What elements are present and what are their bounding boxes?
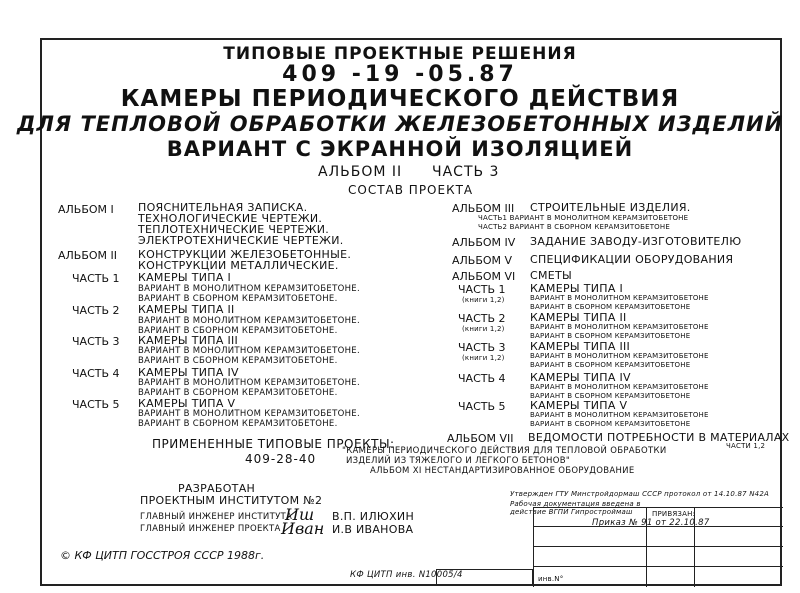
- stamp-rule: [694, 508, 695, 587]
- applied-project-desc: "КАМЕРЫ ПЕРИОДИЧЕСКОГО ДЕЙСТВИЯ ДЛЯ ТЕПЛОВОЙ ОБРАБОТКИ: [342, 446, 667, 456]
- right-part-variant: ВАРИАНТ В МОНОЛИТНОМ КЕРАМЗИТОБЕТОНЕ: [530, 352, 709, 360]
- title-line-1: ТИПОВЫЕ ПРОЕКТНЫЕ РЕШЕНИЯ: [223, 44, 577, 64]
- album-7-label: АЛЬБОМ VII: [447, 432, 514, 445]
- album-5-title: СПЕЦИФИКАЦИИ ОБОРУДОВАНИЯ: [530, 253, 734, 266]
- chief-engineer-name: В.П. ИЛЮХИН: [332, 510, 415, 523]
- stamp-rule: [646, 508, 647, 587]
- album-3-part: ЧАСТЬ1 ВАРИАНТ В МОНОЛИТНОМ КЕРАМЗИТОБЕТОНЕ: [478, 214, 689, 222]
- signature-1: Иш: [285, 505, 315, 524]
- tied-label: ПРИВЯЗАН:: [652, 510, 696, 518]
- left-part-label: ЧАСТЬ 5: [72, 398, 120, 411]
- left-part-variant: ВАРИАНТ В МОНОЛИТНОМ КЕРАМЗИТОБЕТОНЕ.: [138, 284, 360, 294]
- album-number: АЛЬБОМ II: [318, 164, 403, 180]
- right-part-label: ЧАСТЬ 4: [458, 372, 506, 385]
- right-part-variant: ВАРИАНТ В СБОРНОМ КЕРАМЗИТОБЕТОНЕ: [530, 392, 691, 400]
- right-part-title: КАМЕРЫ ТИПА III: [530, 340, 631, 353]
- left-part-title: КАМЕРЫ ТИПА I: [138, 271, 231, 284]
- project-engineer-name: И.В ИВАНОВА: [332, 523, 414, 536]
- right-part-variant: ВАРИАНТ В СБОРНОМ КЕРАМЗИТОБЕТОНЕ: [530, 332, 691, 340]
- left-part-variant: ВАРИАНТ В СБОРНОМ КЕРАМЗИТОБЕТОНЕ.: [138, 388, 338, 398]
- right-part-label: ЧАСТЬ 2: [458, 312, 506, 325]
- album-6-title: СМЕТЫ: [530, 269, 573, 282]
- left-part-title: КАМЕРЫ ТИПА II: [138, 303, 235, 316]
- right-part-title: КАМЕРЫ ТИПА V: [530, 399, 628, 412]
- album-4-title: ЗАДАНИЕ ЗАВОДУ-ИЗГОТОВИТЕЛЮ: [530, 235, 742, 248]
- left-part-label: ЧАСТЬ 1: [72, 272, 120, 285]
- right-part-title: КАМЕРЫ ТИПА IV: [530, 371, 631, 384]
- left-part-variant: ВАРИАНТ В МОНОЛИТНОМ КЕРАМЗИТОБЕТОНЕ.: [138, 378, 360, 388]
- chief-engineer-label: ГЛАВНЫЙ ИНЖЕНЕР ИНСТИТУТА: [140, 512, 293, 522]
- left-part-variant: ВАРИАНТ В МОНОЛИТНОМ КЕРАМЗИТОБЕТОНЕ.: [138, 409, 360, 419]
- album-3-label: АЛЬБОМ III: [452, 202, 515, 215]
- left-part-title: КАМЕРЫ ТИПА III: [138, 334, 239, 347]
- right-part-books: (книги 1,2): [462, 296, 505, 304]
- album-2-label: АЛЬБОМ II: [58, 249, 118, 262]
- album-7-parts: ЧАСТИ 1,2: [726, 442, 766, 450]
- developer-institute: ПРОЕКТНЫМ ИНСТИТУТОМ №2: [140, 494, 323, 507]
- album-5-label: АЛЬБОМ V: [452, 254, 513, 267]
- album-7-title: ВЕДОМОСТИ ПОТРЕБНОСТИ В МАТЕРИАЛАХ: [528, 431, 790, 444]
- applied-projects-heading: ПРИМЕНЕННЫЕ ТИПОВЫЕ ПРОЕКТЫ:: [152, 437, 395, 451]
- right-part-title: КАМЕРЫ ТИПА I: [530, 282, 623, 295]
- title-line-3: КАМЕРЫ ПЕРИОДИЧЕСКОГО ДЕЙСТВИЯ: [120, 86, 680, 112]
- developed-by-label: РАЗРАБОТАН: [178, 482, 256, 495]
- album-1-line: ТЕХНОЛОГИЧЕСКИЕ ЧЕРТЕЖИ.: [138, 212, 323, 225]
- left-part-variant: ВАРИАНТ В МОНОЛИТНОМ КЕРАМЗИТОБЕТОНЕ.: [138, 316, 360, 326]
- stamp-grid: [533, 507, 783, 587]
- approval-order: Приказ № 91 от 22.10.87: [592, 518, 710, 528]
- signature-2: Иван: [281, 519, 325, 538]
- right-part-variant: ВАРИАНТ В СБОРНОМ КЕРАМЗИТОБЕТОНЕ: [530, 361, 691, 369]
- applied-project-number: 409-28-40: [245, 452, 317, 466]
- left-part-variant: ВАРИАНТ В СБОРНОМ КЕРАМЗИТОБЕТОНЕ.: [138, 294, 338, 304]
- project-number: 409 -19 -05.87: [282, 62, 518, 87]
- album-4-label: АЛЬБОМ IV: [452, 236, 516, 249]
- album-1-line: ЭЛЕКТРОТЕХНИЧЕСКИЕ ЧЕРТЕЖИ.: [138, 234, 344, 247]
- right-part-label: ЧАСТЬ 3: [458, 341, 506, 354]
- album-1-line: ПОЯСНИТЕЛЬНАЯ ЗАПИСКА.: [138, 201, 308, 214]
- stamp-rule: [534, 526, 783, 527]
- left-part-label: ЧАСТЬ 3: [72, 335, 120, 348]
- archive-number: КФ ЦИТП инв. N10005/4: [350, 570, 463, 580]
- left-part-title: КАМЕРЫ ТИПА V: [138, 397, 236, 410]
- left-part-title: КАМЕРЫ ТИПА IV: [138, 366, 239, 379]
- approval-note: Рабочая документация введена в: [510, 500, 641, 508]
- approval-note: Утвержден ГТУ Минстройдормаш СССР протокол от 14.10.87 N42А: [510, 490, 769, 498]
- right-part-books: (книги 1,2): [462, 354, 505, 362]
- right-part-label: ЧАСТЬ 1: [458, 283, 506, 296]
- album-2-line: КОНСТРУКЦИИ ЖЕЛЕЗОБЕТОННЫЕ.: [138, 248, 352, 261]
- album-2-line: КОНСТРУКЦИИ МЕТАЛЛИЧЕСКИЕ.: [138, 259, 339, 272]
- album-3-part: ЧАСТЬ2 ВАРИАНТ В СБОРНОМ КЕРАМЗИТОБЕТОНЕ: [478, 223, 670, 231]
- right-part-variant: ВАРИАНТ В МОНОЛИТНОМ КЕРАМЗИТОБЕТОНЕ: [530, 383, 709, 391]
- project-engineer-label: ГЛАВНЫЙ ИНЖЕНЕР ПРОЕКТА: [140, 524, 281, 534]
- applied-album-11: АЛЬБОМ XI НЕСТАНДАРТИЗИРОВАННОЕ ОБОРУДОВАНИЕ: [370, 466, 635, 476]
- album-1-line: ТЕПЛОТЕХНИЧЕСКИЕ ЧЕРТЕЖИ.: [138, 223, 330, 236]
- applied-project-desc: ИЗДЕЛИЙ ИЗ ТЯЖЕЛОГО И ЛЕГКОГО БЕТОНОВ": [346, 456, 571, 466]
- composition-heading: СОСТАВ ПРОЕКТА: [348, 183, 474, 197]
- left-part-variant: ВАРИАНТ В СБОРНОМ КЕРАМЗИТОБЕТОНЕ.: [138, 356, 338, 366]
- stamp-rule: [534, 546, 783, 547]
- album-6-label: АЛЬБОМ VI: [452, 270, 516, 283]
- left-part-variant: ВАРИАНТ В СБОРНОМ КЕРАМЗИТОБЕТОНЕ.: [138, 419, 338, 429]
- right-part-variant: ВАРИАНТ В МОНОЛИТНОМ КЕРАМЗИТОБЕТОНЕ: [530, 294, 709, 302]
- album-3-title: СТРОИТЕЛЬНЫЕ ИЗДЕЛИЯ.: [530, 201, 691, 214]
- right-part-label: ЧАСТЬ 5: [458, 400, 506, 413]
- right-part-title: КАМЕРЫ ТИПА II: [530, 311, 627, 324]
- approval-note: действие ВГПИ Гипростроймаш: [510, 508, 633, 516]
- part-number: ЧАСТЬ 3: [432, 164, 500, 180]
- inventory-label: инв.N°: [538, 575, 564, 583]
- right-part-variant: ВАРИАНТ В МОНОЛИТНОМ КЕРАМЗИТОБЕТОНЕ: [530, 411, 709, 419]
- left-part-variant: ВАРИАНТ В СБОРНОМ КЕРАМЗИТОБЕТОНЕ.: [138, 326, 338, 336]
- copyright: © КФ ЦИТП ГОССТРОЯ СССР 1988г.: [60, 549, 265, 562]
- right-part-variant: ВАРИАНТ В СБОРНОМ КЕРАМЗИТОБЕТОНЕ: [530, 303, 691, 311]
- title-line-5: ВАРИАНТ С ЭКРАННОЙ ИЗОЛЯЦИЕЙ: [166, 137, 634, 161]
- stamp-rule: [534, 566, 783, 567]
- left-part-variant: ВАРИАНТ В МОНОЛИТНОМ КЕРАМЗИТОБЕТОНЕ.: [138, 346, 360, 356]
- right-part-variant: ВАРИАНТ В МОНОЛИТНОМ КЕРАМЗИТОБЕТОНЕ: [530, 323, 709, 331]
- title-line-4: ДЛЯ ТЕПЛОВОЙ ОБРАБОТКИ ЖЕЛЕЗОБЕТОННЫХ ИЗДЕЛИЙ: [16, 112, 784, 136]
- left-part-label: ЧАСТЬ 2: [72, 304, 120, 317]
- left-part-label: ЧАСТЬ 4: [72, 367, 120, 380]
- right-part-books: (книги 1,2): [462, 325, 505, 333]
- album-1-label: АЛЬБОМ I: [58, 203, 114, 216]
- right-part-variant: ВАРИАНТ В СБОРНОМ КЕРАМЗИТОБЕТОНЕ: [530, 420, 691, 428]
